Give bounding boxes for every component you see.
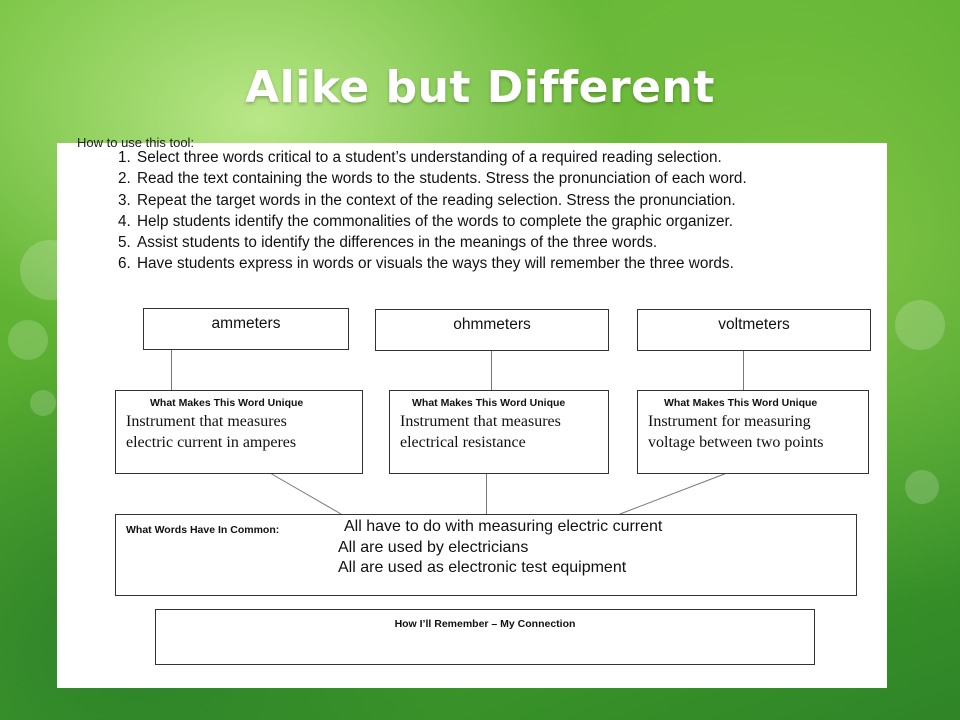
slide-title: Alike but Different xyxy=(245,62,715,113)
connector-line xyxy=(270,473,341,514)
unique-text xyxy=(400,411,608,453)
unique-heading: What Makes This Word Unique xyxy=(412,397,566,409)
common-box xyxy=(115,514,857,596)
step-item: 4. Help students identify the commonalities of the words to complete the graphic organizer. xyxy=(135,211,905,232)
step-item: 1. Select three words critical to a student’s understanding of a required reading selection. xyxy=(135,147,905,168)
common-lines xyxy=(338,517,663,579)
howto-heading: How to use this tool: xyxy=(77,135,195,150)
bokeh-light xyxy=(895,300,945,350)
unique-heading: What Makes This Word Unique xyxy=(664,397,818,409)
unique-text xyxy=(126,411,362,453)
unique-box-1 xyxy=(115,390,363,474)
step-item: 5. Assist students to identify the differences in the meanings of the three words. xyxy=(135,232,905,253)
step-item: 6. Have students express in words or visuals the ways they will remember the three words. xyxy=(135,253,905,274)
unique-heading: What Makes This Word Unique xyxy=(150,397,304,409)
unique-text xyxy=(648,411,868,453)
remember-heading: How I’ll Remember – My Connection xyxy=(394,618,576,630)
unique-line: Instrument that measures xyxy=(400,413,561,430)
unique-box-2 xyxy=(389,390,609,474)
step-item: 2. Read the text containing the words to the students. Stress the pronunciation of each word. xyxy=(135,168,905,189)
unique-box-3 xyxy=(637,390,869,474)
word-box-1 xyxy=(143,308,349,350)
connector-line xyxy=(620,473,727,514)
bokeh-light xyxy=(8,320,48,360)
common-line: All are used by electricians xyxy=(338,538,529,556)
common-heading: What Words Have In Common: xyxy=(126,524,280,536)
word-label: ammeters xyxy=(211,315,281,332)
remember-box xyxy=(155,609,815,665)
unique-line: electrical resistance xyxy=(400,434,526,451)
unique-line: Instrument that measures xyxy=(126,413,287,430)
unique-line: electric current in amperes xyxy=(126,434,297,451)
step-item: 3. Repeat the target words in the context of the reading selection. Stress the pronunciation. xyxy=(135,190,905,211)
unique-line: voltage between two points xyxy=(648,434,824,451)
bokeh-light xyxy=(30,390,56,416)
word-label: voltmeters xyxy=(718,316,790,333)
word-label: ohmmeters xyxy=(453,316,531,333)
graphic-organizer xyxy=(57,135,887,688)
word-box-3 xyxy=(637,309,871,351)
common-line: All are used as electronic test equipment xyxy=(338,559,627,576)
common-line: All have to do with measuring electric current xyxy=(344,518,663,535)
bokeh-light xyxy=(905,470,939,504)
unique-line: Instrument for measuring xyxy=(648,413,811,430)
word-box-2 xyxy=(375,309,609,351)
